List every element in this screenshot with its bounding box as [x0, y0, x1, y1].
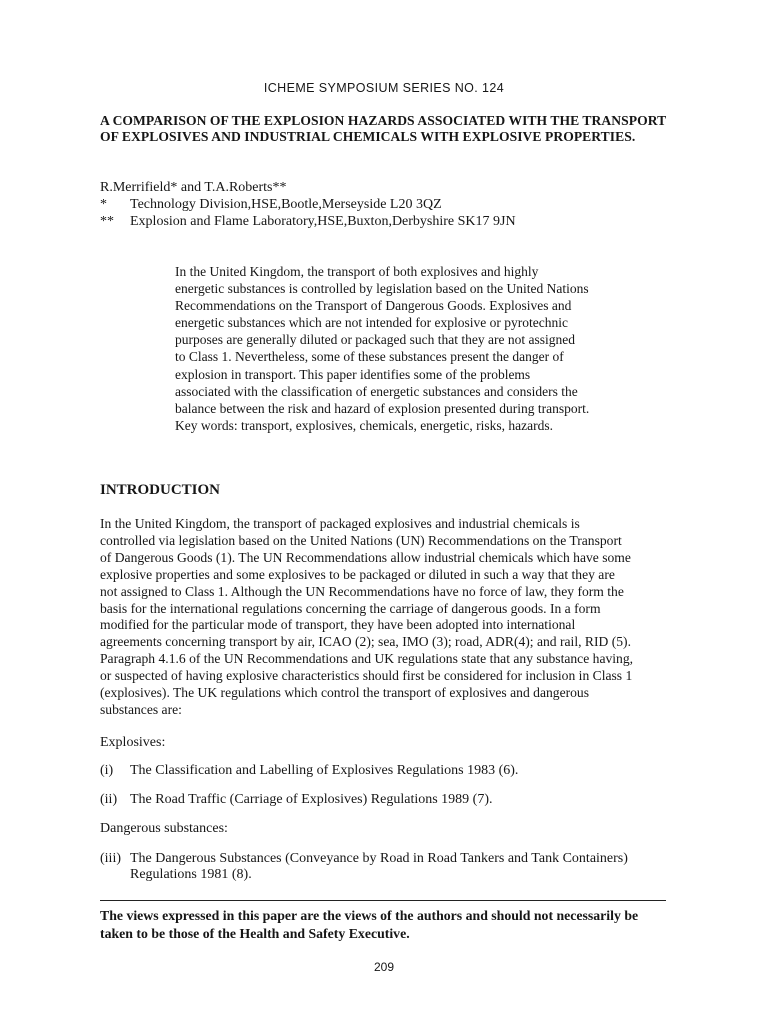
disclaimer-line: The views expressed in this paper are the views of the authors and should not necessarily be	[100, 908, 639, 923]
intro-line: or suspected of having explosive characteristics should first be considered for inclusion in Class 1	[100, 668, 633, 684]
abstract-line: energetic substances is controlled by legislation based on the United Nations	[175, 281, 589, 297]
abstract-line: Key words: transport, explosives, chemicals, energetic, risks, hazards.	[175, 417, 554, 433]
list-item-number: (iii)	[100, 851, 121, 866]
footnote-divider	[100, 900, 666, 901]
intro-line: explosive properties and some explosives to be packaged or diluted in such a way that they are	[100, 566, 615, 582]
disclaimer	[100, 907, 700, 943]
abstract-line: explosion in transport. This paper identifies some of the problems	[175, 366, 531, 382]
intro-line: not assigned to Class 1. Although the UN Recommendations have no force of law, they form the	[100, 583, 624, 599]
intro-line: substances are:	[100, 701, 182, 717]
authors: R.Merrifield* and T.A.Roberts**	[100, 180, 287, 195]
intro-line: In the United Kingdom, the transport of packaged explosives and industrial chemicals is	[100, 516, 580, 531]
paper-title	[100, 113, 700, 145]
intro-line: (explosives). The UK regulations which control the transport of explosives and dangerous	[100, 685, 590, 701]
list-item-text: The Classification and Labelling of Explosives Regulations 1983 (6).	[130, 763, 519, 778]
intro-line: Paragraph 4.1.6 of the UN Recommendations and UK regulations state that any substance having,	[100, 651, 634, 667]
disclaimer-line: taken to be those of the Health and Safety Executive.	[100, 926, 410, 941]
abstract-line: In the United Kingdom, the transport of both explosives and highly	[175, 264, 539, 279]
title-line: OF EXPLOSIVES AND INDUSTRIAL CHEMICALS WITH EXPLOSIVE PROPERTIES.	[100, 129, 636, 144]
abstract-line: to Class 1. Nevertheless, some of these substances present the danger of	[175, 349, 564, 365]
affiliation	[100, 196, 442, 213]
dangerous-label: Dangerous substances:	[100, 821, 228, 836]
series-header: ICHEME SYMPOSIUM SERIES NO. 124	[263, 81, 505, 95]
list-item	[100, 762, 518, 779]
intro-line: modified for the particular mode of transport, they have been adopted into international	[100, 617, 576, 633]
abstract-line: Recommendations on the Transport of Dangerous Goods. Explosives and	[175, 298, 572, 314]
intro-line: basis for the international regulations concerning the carriage of dangerous goods. In a form	[100, 600, 601, 616]
intro-paragraph	[100, 516, 700, 719]
explosives-label: Explosives:	[100, 735, 166, 750]
affiliation-mark: **	[100, 214, 114, 229]
section-heading: INTRODUCTION	[100, 482, 221, 498]
intro-line: of Dangerous Goods (1). The UN Recommendations allow industrial chemicals which have some	[100, 549, 631, 565]
list-item-number: (ii)	[100, 792, 118, 807]
affiliation	[100, 213, 516, 230]
list-item	[100, 791, 493, 808]
abstract	[175, 263, 675, 434]
abstract-line: energetic substances which are not intended for explosive or pyrotechnic	[175, 315, 568, 331]
affiliation-text: Explosion and Flame Laboratory,HSE,Buxton,Derbyshire SK17 9JN	[130, 214, 516, 229]
list-item	[100, 850, 628, 867]
list-item-continuation: Regulations 1981 (8).	[130, 867, 252, 882]
intro-line: agreements concerning transport by air, ICAO (2); sea, IMO (3); road, ADR(4); and rail, RID (5).	[100, 634, 631, 650]
page-number: 209	[373, 960, 395, 974]
abstract-line: associated with the classification of energetic substances and considers the	[175, 383, 578, 399]
list-item-number: (i)	[100, 763, 114, 778]
abstract-line: purposes are generally diluted or packaged such that they are not assigned	[175, 332, 575, 348]
abstract-line: balance between the risk and hazard of explosion presented during transport.	[175, 400, 590, 416]
list-item-text: The Road Traffic (Carriage of Explosives) Regulations 1989 (7).	[130, 792, 493, 807]
title-line: A COMPARISON OF THE EXPLOSION HAZARDS ASSOCIATED WITH THE TRANSPORT	[100, 113, 667, 128]
intro-line: controlled via legislation based on the United Nations (UN) Recommendations on the Transport	[100, 532, 622, 548]
affiliation-mark: *	[100, 197, 107, 212]
list-item-text: The Dangerous Substances (Conveyance by Road in Road Tankers and Tank Containers)	[130, 851, 628, 866]
affiliation-text: Technology Division,HSE,Bootle,Merseyside L20 3QZ	[130, 197, 442, 212]
